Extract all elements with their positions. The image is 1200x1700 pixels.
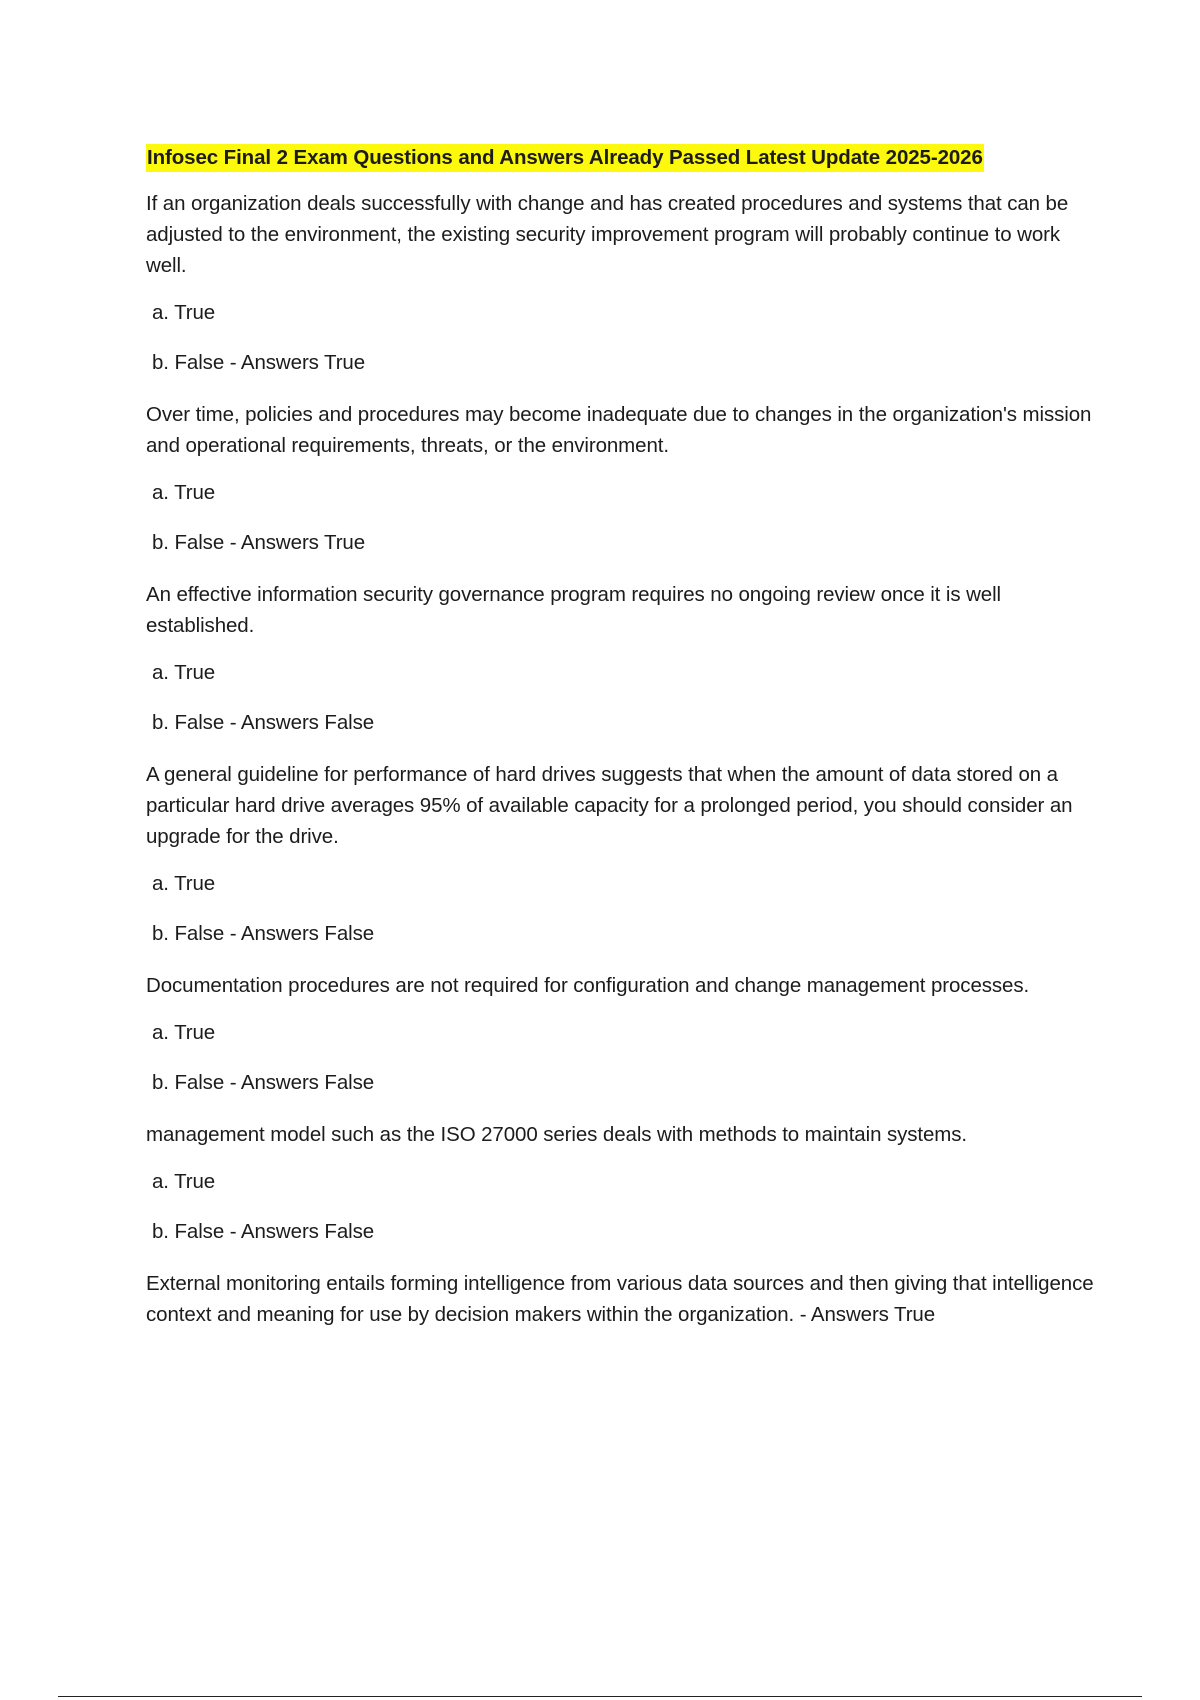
- question-block-6: [146, 1119, 1096, 1246]
- question-text: An effective information security governance program requires no ongoing review once it is well established.: [146, 583, 1001, 637]
- option-a: a. True: [152, 481, 216, 504]
- option-b-answer: b. False - Answers False: [152, 711, 375, 734]
- question-text: Over time, policies and procedures may become inadequate due to changes in the organization's mission and operational requirements, threats, or the environment.: [146, 403, 1092, 457]
- question-text: management model such as the ISO 27000 series deals with methods to maintain systems.: [146, 1123, 968, 1146]
- final-statement: External monitoring entails forming intelligence from various data sources and then giving that intelligence context and meaning for use by decision makers within the organization. - Answers True: [146, 1272, 1094, 1326]
- option-a: a. True: [152, 872, 216, 895]
- option-b-answer: b. False - Answers False: [152, 1071, 375, 1094]
- footer-divider: [58, 1696, 1142, 1697]
- option-b-answer: b. False - Answers True: [152, 531, 366, 554]
- question-block-2: [146, 399, 1096, 557]
- document-title: Infosec Final 2 Exam Questions and Answers Already Passed Latest Update 2025-2026: [146, 144, 984, 172]
- question-text: A general guideline for performance of hard drives suggests that when the amount of data stored on a particular hard drive averages 95% of available capacity for a prolonged period, you should consider an upgrade for the drive.: [146, 763, 1073, 848]
- option-b-answer: b. False - Answers True: [152, 351, 366, 374]
- option-a: a. True: [152, 301, 216, 324]
- option-a: a. True: [152, 1170, 216, 1193]
- option-b-answer: b. False - Answers False: [152, 922, 375, 945]
- question-text: Documentation procedures are not required for configuration and change management processes.: [146, 974, 1030, 997]
- document-page: [146, 144, 1096, 1348]
- question-text: If an organization deals successfully with change and has created procedures and systems that can be adjusted to the environment, the existing security improvement program will probably continue to work well.: [146, 192, 1069, 277]
- question-block-4: [146, 759, 1096, 948]
- option-a: a. True: [152, 661, 216, 684]
- question-block-3: [146, 579, 1096, 737]
- option-a: a. True: [152, 1021, 216, 1044]
- option-b-answer: b. False - Answers False: [152, 1220, 375, 1243]
- question-block-5: [146, 970, 1096, 1097]
- question-block-1: [146, 188, 1096, 377]
